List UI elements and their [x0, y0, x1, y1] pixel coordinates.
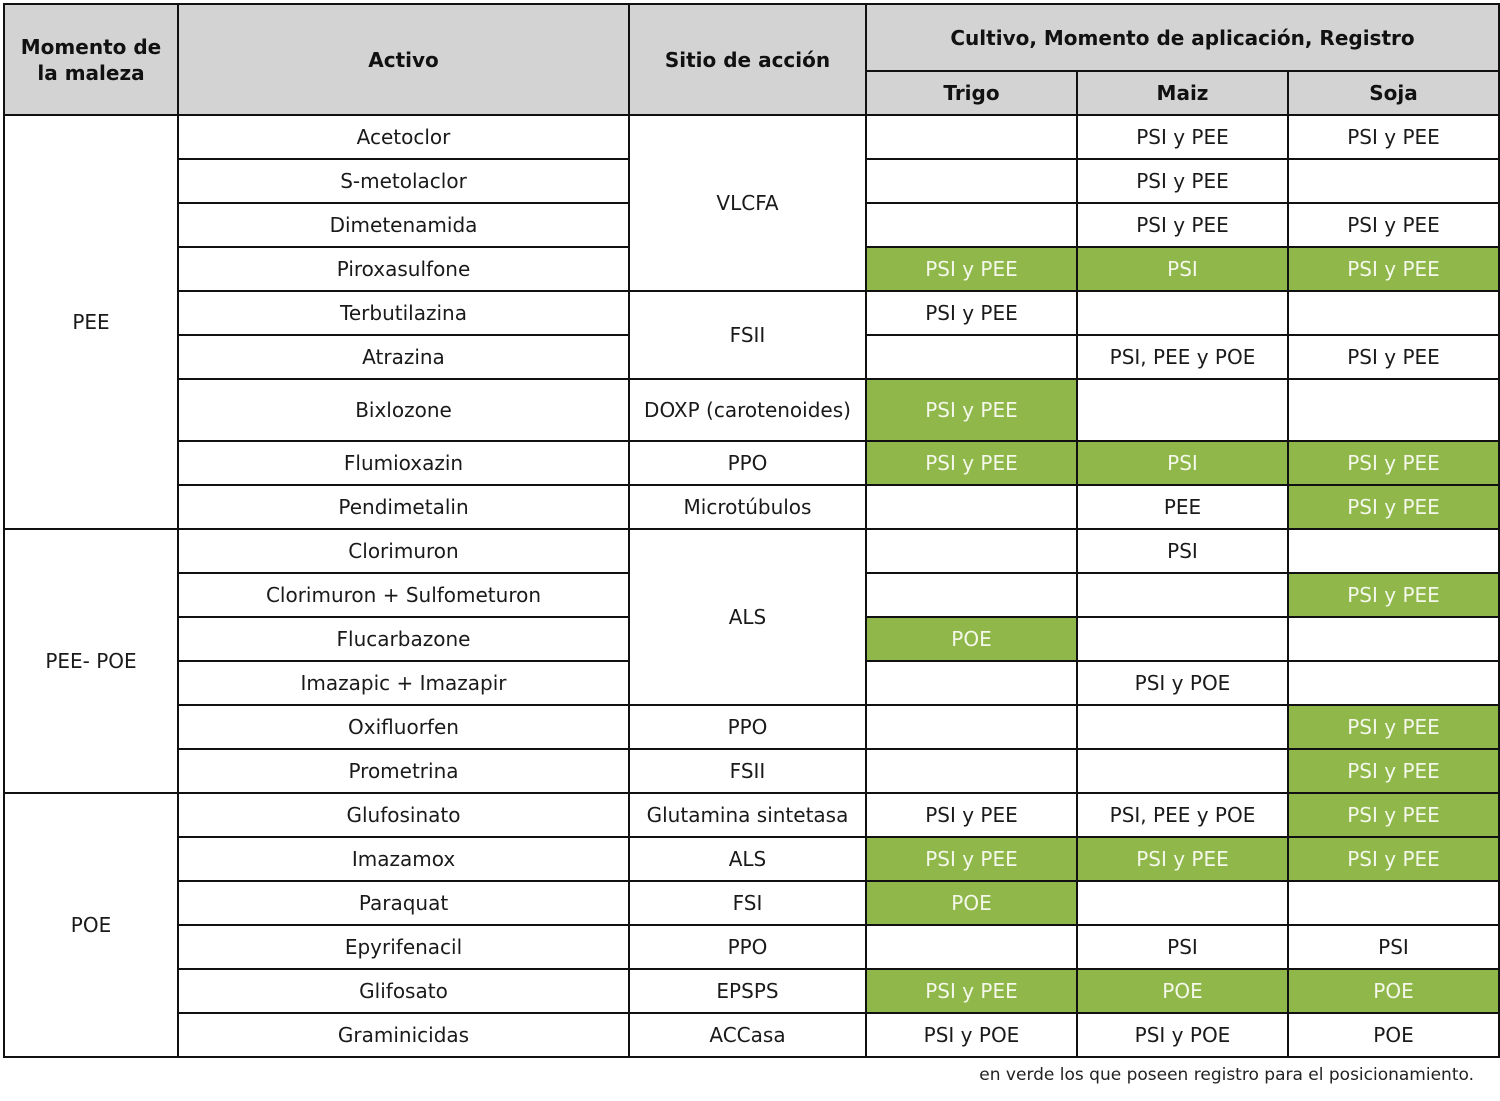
activo-cell: Glufosinato	[178, 793, 629, 837]
sitio-cell: PPO	[629, 705, 866, 749]
trigo-cell	[866, 203, 1077, 247]
table-row	[4, 969, 1499, 1013]
activo-cell: Dimetenamida	[178, 203, 629, 247]
maiz-cell: PSI y POE	[1077, 661, 1288, 705]
maiz-cell: PSI y PEE	[1077, 159, 1288, 203]
activo-cell: Glifosato	[178, 969, 629, 1013]
soja-cell	[1288, 159, 1499, 203]
header-cultivo-group: Cultivo, Momento de aplicación, Registro	[866, 4, 1499, 71]
sitio-cell: FSII	[629, 749, 866, 793]
maiz-cell: PSI y POE	[1077, 1013, 1288, 1057]
header-maiz: Maiz	[1077, 71, 1288, 115]
header-trigo: Trigo	[866, 71, 1077, 115]
activo-cell: Clorimuron	[178, 529, 629, 573]
soja-cell: PSI y PEE	[1288, 441, 1499, 485]
soja-cell	[1288, 881, 1499, 925]
trigo-cell: PSI y PEE	[866, 247, 1077, 291]
activo-cell: Flumioxazin	[178, 441, 629, 485]
activo-cell: Flucarbazone	[178, 617, 629, 661]
activo-cell: Clorimuron + Sulfometuron	[178, 573, 629, 617]
trigo-cell	[866, 661, 1077, 705]
maiz-cell	[1077, 881, 1288, 925]
trigo-cell	[866, 115, 1077, 159]
trigo-cell	[866, 749, 1077, 793]
soja-cell: PSI y PEE	[1288, 485, 1499, 529]
sitio-cell: ALS	[629, 529, 866, 705]
trigo-cell: PSI y PEE	[866, 379, 1077, 441]
maiz-cell: PSI	[1077, 247, 1288, 291]
soja-cell: POE	[1288, 969, 1499, 1013]
activo-cell: S-metolaclor	[178, 159, 629, 203]
maiz-cell	[1077, 291, 1288, 335]
activo-cell: Piroxasulfone	[178, 247, 629, 291]
sitio-cell: Glutamina sintetasa	[629, 793, 866, 837]
maiz-cell: PEE	[1077, 485, 1288, 529]
maiz-cell	[1077, 379, 1288, 441]
sitio-cell: ALS	[629, 837, 866, 881]
activo-cell: Imazamox	[178, 837, 629, 881]
maiz-cell: PSI	[1077, 925, 1288, 969]
maiz-cell: PSI y PEE	[1077, 837, 1288, 881]
maiz-cell	[1077, 749, 1288, 793]
header-activo: Activo	[178, 4, 629, 115]
footnote: en verde los que poseen registro para el posicionamiento.	[979, 1065, 1474, 1085]
trigo-cell	[866, 159, 1077, 203]
table-row	[4, 115, 1499, 159]
sitio-cell: Microtúbulos	[629, 485, 866, 529]
activo-cell: Bixlozone	[178, 379, 629, 441]
trigo-cell	[866, 573, 1077, 617]
table-row	[4, 485, 1499, 529]
soja-cell	[1288, 291, 1499, 335]
maiz-cell: POE	[1077, 969, 1288, 1013]
maiz-cell: PSI, PEE y POE	[1077, 793, 1288, 837]
sitio-cell: EPSPS	[629, 969, 866, 1013]
activo-cell: Paraquat	[178, 881, 629, 925]
trigo-cell: POE	[866, 617, 1077, 661]
activo-cell: Graminicidas	[178, 1013, 629, 1057]
table-row	[4, 837, 1499, 881]
trigo-cell	[866, 335, 1077, 379]
table-row	[4, 379, 1499, 441]
trigo-cell	[866, 705, 1077, 749]
table-row	[4, 1013, 1499, 1057]
trigo-cell	[866, 529, 1077, 573]
table-row	[4, 881, 1499, 925]
activo-cell: Epyrifenacil	[178, 925, 629, 969]
group-pee: PEE	[4, 115, 178, 529]
activo-cell: Imazapic + Imazapir	[178, 661, 629, 705]
trigo-cell: POE	[866, 881, 1077, 925]
trigo-cell	[866, 925, 1077, 969]
maiz-cell	[1077, 705, 1288, 749]
table-row	[4, 291, 1499, 335]
soja-cell: PSI y PEE	[1288, 335, 1499, 379]
activo-cell: Atrazina	[178, 335, 629, 379]
table-row	[4, 925, 1499, 969]
maiz-cell: PSI y PEE	[1077, 115, 1288, 159]
group-poe: POE	[4, 793, 178, 1057]
group-pee-poe: PEE- POE	[4, 529, 178, 793]
activo-cell: Terbutilazina	[178, 291, 629, 335]
herbicide-registration-table	[3, 3, 1500, 1058]
maiz-cell	[1077, 617, 1288, 661]
soja-cell	[1288, 529, 1499, 573]
maiz-cell: PSI	[1077, 441, 1288, 485]
activo-cell: Prometrina	[178, 749, 629, 793]
trigo-cell: PSI y PEE	[866, 441, 1077, 485]
trigo-cell: PSI y PEE	[866, 291, 1077, 335]
sitio-cell: VLCFA	[629, 115, 866, 291]
header-sitio-accion: Sitio de acción	[629, 4, 866, 115]
maiz-cell: PSI y PEE	[1077, 203, 1288, 247]
soja-cell: PSI y PEE	[1288, 749, 1499, 793]
activo-cell: Acetoclor	[178, 115, 629, 159]
soja-cell: PSI	[1288, 925, 1499, 969]
soja-cell: PSI y PEE	[1288, 203, 1499, 247]
sitio-cell: PPO	[629, 441, 866, 485]
sitio-cell: DOXP (carotenoides)	[629, 379, 866, 441]
table-row	[4, 529, 1499, 573]
sitio-cell: FSI	[629, 881, 866, 925]
maiz-cell: PSI	[1077, 529, 1288, 573]
soja-cell: PSI y PEE	[1288, 115, 1499, 159]
trigo-cell: PSI y PEE	[866, 793, 1077, 837]
table-row	[4, 793, 1499, 837]
table-row	[4, 705, 1499, 749]
soja-cell: POE	[1288, 1013, 1499, 1057]
maiz-cell: PSI, PEE y POE	[1077, 335, 1288, 379]
trigo-cell	[866, 485, 1077, 529]
soja-cell: PSI y PEE	[1288, 247, 1499, 291]
trigo-cell: PSI y PEE	[866, 837, 1077, 881]
sitio-cell: PPO	[629, 925, 866, 969]
table-row	[4, 749, 1499, 793]
soja-cell	[1288, 661, 1499, 705]
sitio-cell: FSII	[629, 291, 866, 379]
soja-cell: PSI y PEE	[1288, 793, 1499, 837]
activo-cell: Oxifluorfen	[178, 705, 629, 749]
soja-cell: PSI y PEE	[1288, 573, 1499, 617]
maiz-cell	[1077, 573, 1288, 617]
trigo-cell: PSI y PEE	[866, 969, 1077, 1013]
trigo-cell: PSI y POE	[866, 1013, 1077, 1057]
header-momento-maleza: Momento de la maleza	[4, 4, 178, 115]
soja-cell: PSI y PEE	[1288, 837, 1499, 881]
soja-cell	[1288, 617, 1499, 661]
soja-cell: PSI y PEE	[1288, 705, 1499, 749]
soja-cell	[1288, 379, 1499, 441]
header-soja: Soja	[1288, 71, 1499, 115]
activo-cell: Pendimetalin	[178, 485, 629, 529]
sitio-cell: ACCasa	[629, 1013, 866, 1057]
table-row	[4, 441, 1499, 485]
